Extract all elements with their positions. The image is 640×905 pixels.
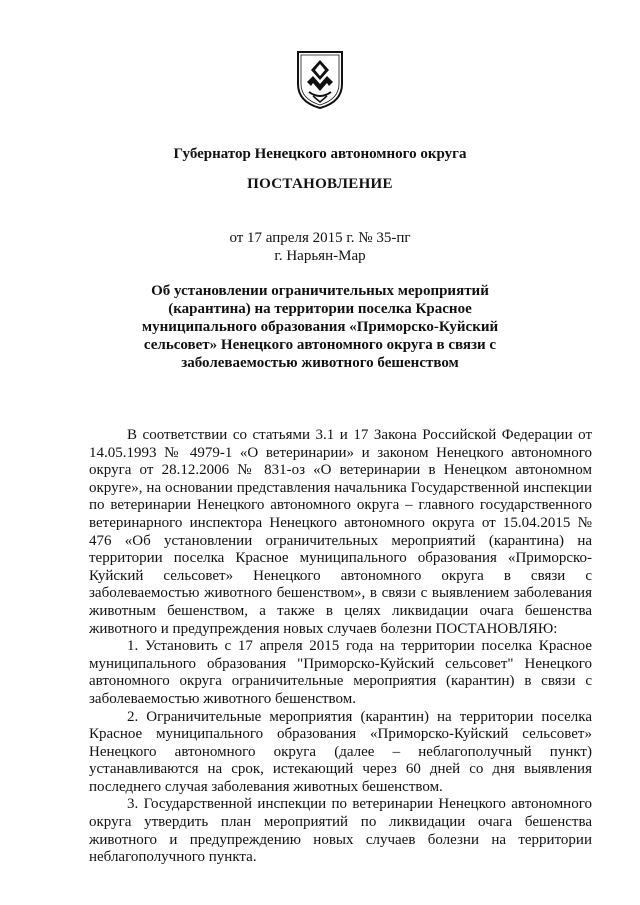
- coat-of-arms-icon: [295, 48, 345, 110]
- document-type: ПОСТАНОВЛЕНИЕ: [247, 176, 393, 192]
- issuer-heading: Губернатор Ненецкого автономного округа: [173, 146, 467, 162]
- preamble-paragraph: В соответствии со статьями 3.1 и 17 Закона Российской Федерации от 14.05.1993 № 4979-1 «О ветеринарии» и законом Ненецкого автономного округа от 28.12.2006 № 831-оз «О ветеринарии в Ненецком автономном округе», на основании представления начальника Государственной инспекции по ветеринарии Ненецкого автономного округа – главного государственного ветеринарного инспектора Ненецкого автономного округа от 15.04.2015 № 476 «Об установлении ограничительных мероприятий (карантина) на территории поселка Красное муниципального образования «Приморско-Куйский сельсовет» Ненецкого автономного округа в связи с заболеваемостью животного бешенством», в связи с выявлением заболевания животным бешенством, а также в целях ликвидации очага бешенства животного и предупреждения новых случаев болезни ПОСТАНОВЛЯЮ:: [89, 427, 592, 637]
- document-title: Об установлении ограничительных мероприятий (карантина) на территории поселка Красное муниципального образования «Приморско-Куйский сельсовет» Ненецкого автономного округа в связи с заболеваемостью животного бешенством: [141, 283, 499, 371]
- document-body: [89, 427, 592, 867]
- date-and-number: от 17 апреля 2015 г. № 35-пг: [229, 230, 411, 246]
- clause-1: 1. Установить с 17 апреля 2015 года на территории поселка Красное муниципального образования "Приморско-Куйский сельсовет" Ненецкого автономного округа ограничительные мероприятия (карантин) в связи с заболеваемостью животного бешенством.: [89, 638, 592, 707]
- clause-3: 3. Государственной инспекции по ветеринарии Ненецкого автономного округа утвердить план мероприятий по ликвидации очага бешенства животного и предупреждению новых случаев болезни на территории неблагополучного пункта.: [89, 796, 592, 866]
- clause-2: 2. Ограничительные мероприятия (карантин) на территории поселка Красное муниципального образования «Приморско-Куйский сельсовет» Ненецкого автономного округа (далее – неблагополучный пункт) устанавливаются на срок, истекающий через 60 дней со дня выявления последнего случая заболевания животных бешенством.: [89, 708, 592, 795]
- place-of-issue: г. Нарьян-Мар: [274, 248, 366, 264]
